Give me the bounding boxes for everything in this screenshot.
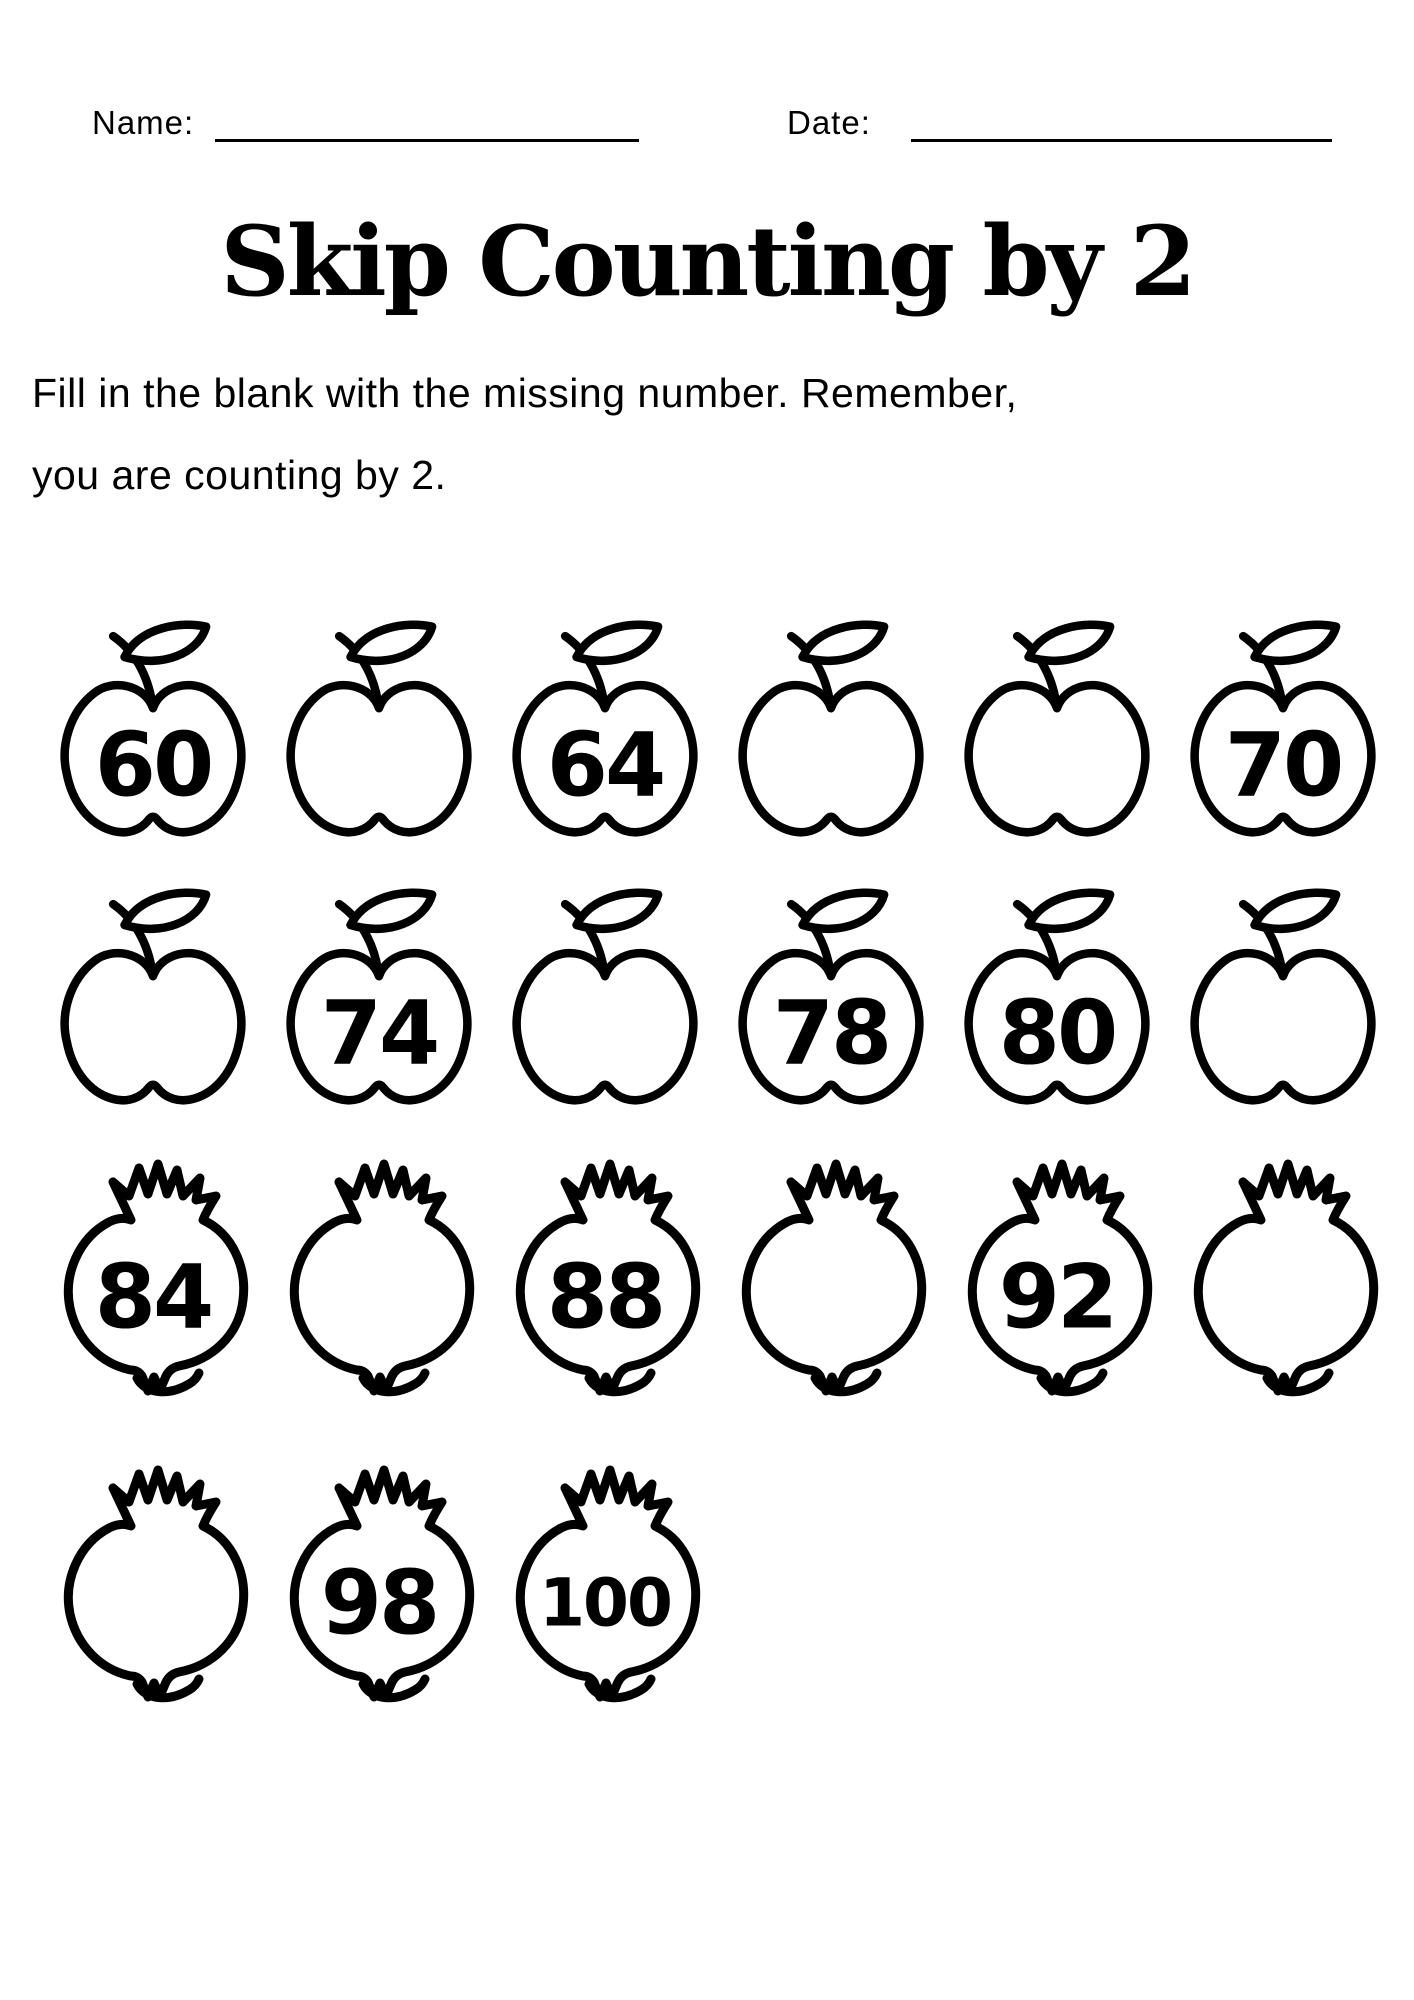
fruit-number: 84 (94, 1245, 212, 1349)
fruit-cell (505, 621, 705, 839)
apple-icon (1188, 889, 1378, 1107)
date-write-line[interactable] (911, 139, 1332, 142)
fruit-cell (957, 1140, 1157, 1395)
apple-icon (736, 621, 926, 839)
fruit-cell (505, 1446, 705, 1701)
fruit-number: 98 (320, 1551, 438, 1655)
fruit-cell (957, 889, 1157, 1107)
fruit-cell[interactable] (505, 889, 705, 1107)
fruit-cell[interactable] (957, 621, 1157, 839)
fruit-number: 80 (998, 981, 1116, 1085)
apple-icon (962, 621, 1152, 839)
fruit-number: 92 (998, 1245, 1116, 1349)
pomegranate-icon (731, 1140, 931, 1395)
pomegranate-icon (53, 1446, 253, 1701)
apple-icon (284, 621, 474, 839)
instructions (32, 352, 1152, 516)
fruit-number: 60 (94, 713, 212, 817)
pomegranate-icon (1183, 1140, 1383, 1395)
fruit-number: 78 (772, 981, 890, 1085)
pomegranate-icon (279, 1140, 479, 1395)
fruit-cell[interactable] (1183, 889, 1383, 1107)
fruit-number: 74 (320, 981, 438, 1085)
fruit-cell (279, 1446, 479, 1701)
fruit-cell[interactable] (731, 621, 931, 839)
fruit-cell[interactable] (279, 1140, 479, 1395)
fruit-cell (53, 1140, 253, 1395)
fruit-cell[interactable] (53, 889, 253, 1107)
fruit-cell (731, 889, 931, 1107)
fruit-number: 100 (539, 1564, 671, 1642)
fruit-cell (279, 889, 479, 1107)
fruit-cell (53, 621, 253, 839)
apple-icon (58, 889, 248, 1107)
instructions-line-2: you are counting by 2. (32, 452, 447, 498)
date-label: Date: (787, 104, 871, 141)
fruit-cell[interactable] (731, 1140, 931, 1395)
fruit-number: 70 (1224, 713, 1342, 817)
fruit-number: 64 (546, 713, 664, 817)
page-title: Skip Counting by 2 (220, 205, 1194, 318)
instructions-line-1: Fill in the blank with the missing number. Remember, (32, 370, 1018, 416)
fruit-cell (1183, 621, 1383, 839)
fruit-cell (505, 1140, 705, 1395)
fruit-number: 88 (546, 1245, 664, 1349)
fruit-cell[interactable] (53, 1446, 253, 1701)
fruit-cell[interactable] (1183, 1140, 1383, 1395)
fruit-cell[interactable] (279, 621, 479, 839)
name-write-line[interactable] (215, 139, 639, 142)
apple-icon (510, 889, 700, 1107)
name-label: Name: (92, 104, 195, 141)
